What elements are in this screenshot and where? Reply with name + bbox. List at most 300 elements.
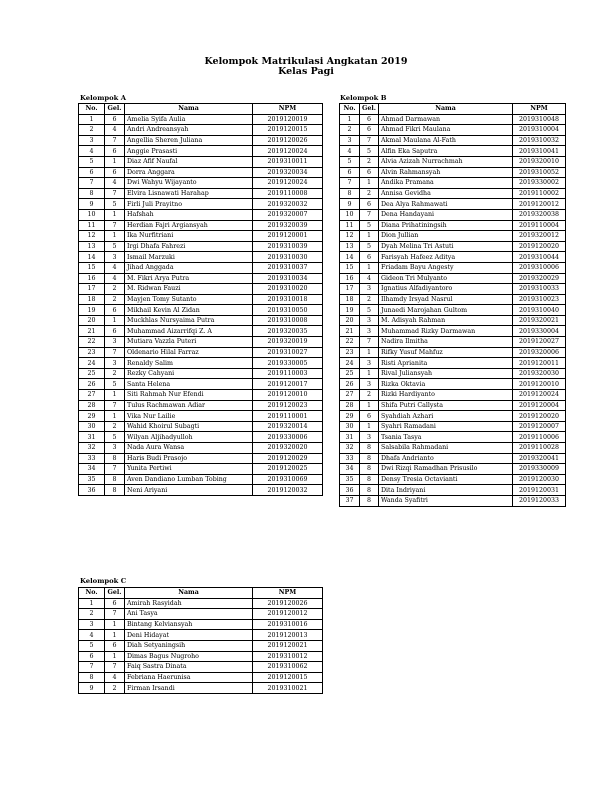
npm-number: 2019120033: [513, 495, 566, 506]
table-row: [340, 326, 566, 337]
row-number: 21: [340, 326, 360, 337]
npm-number: 2019120020: [513, 241, 566, 252]
npm-number: 2019330002: [513, 178, 566, 189]
student-name: Wanda Syafitri: [379, 495, 513, 506]
student-name: Diah Setyaningsih: [125, 640, 253, 651]
row-number: 1: [79, 114, 105, 125]
npm-number: 2019310012: [253, 651, 323, 662]
table-row: [340, 125, 566, 136]
student-name: Wahid Khoirul Subagti: [125, 421, 253, 432]
gelombang-number: 1: [105, 651, 125, 662]
npm-number: 2019310044: [513, 252, 566, 263]
header-no: No.: [79, 104, 105, 115]
row-number: 18: [340, 294, 360, 305]
gelombang-number: 6: [105, 305, 125, 316]
row-number: 5: [79, 640, 105, 651]
npm-number: 2019320039: [253, 220, 323, 231]
student-name: Hafshah: [125, 209, 253, 220]
student-name: Dhafa Andrianto: [379, 453, 513, 464]
table-row: [340, 262, 566, 273]
student-name: Shifa Putri Callysta: [379, 400, 513, 411]
row-number: 16: [79, 273, 105, 284]
table-row: [340, 421, 566, 432]
row-number: 26: [340, 379, 360, 390]
student-name: Bintang Kelviansyah: [125, 619, 253, 630]
table-row: [340, 347, 566, 358]
table-row: [340, 485, 566, 496]
row-number: 8: [79, 188, 105, 199]
gelombang-number: 6: [105, 167, 125, 178]
npm-number: 2019310039: [253, 241, 323, 252]
table-row: [79, 464, 323, 475]
row-number: 7: [340, 178, 360, 189]
npm-number: 2019120023: [253, 400, 323, 411]
gelombang-number: 3: [105, 443, 125, 454]
gelombang-number: 1: [105, 619, 125, 630]
table-row: [79, 315, 323, 326]
student-name: Nada Aura Wansa: [125, 443, 253, 454]
header-npm: NPM: [513, 104, 566, 115]
group-b-table: [339, 103, 566, 507]
table-row: [79, 125, 323, 136]
npm-number: 2019310040: [513, 305, 566, 316]
row-number: 5: [340, 156, 360, 167]
row-number: 9: [79, 683, 105, 694]
student-name: Rizka Oktavia: [379, 379, 513, 390]
row-number: 34: [340, 464, 360, 475]
row-number: 30: [79, 421, 105, 432]
student-name: Faiq Sastra Dinata: [125, 662, 253, 673]
gelombang-number: 6: [105, 146, 125, 157]
table-row: [79, 231, 323, 242]
table-row: [79, 443, 323, 454]
gelombang-number: 7: [105, 464, 125, 475]
gelombang-number: 8: [360, 485, 379, 496]
gelombang-number: 2: [360, 390, 379, 401]
npm-number: 2019120026: [253, 598, 323, 609]
row-number: 13: [79, 241, 105, 252]
gelombang-number: 1: [105, 156, 125, 167]
npm-number: 2019320014: [253, 421, 323, 432]
npm-number: 2019120007: [513, 421, 566, 432]
table-row: [340, 453, 566, 464]
table-row: [79, 390, 323, 401]
npm-number: 2019120020: [513, 411, 566, 422]
table-row: [79, 209, 323, 220]
table-row: [340, 252, 566, 263]
row-number: 7: [79, 662, 105, 673]
student-name: Friadam Bayu Angesty: [379, 262, 513, 273]
table-row: [79, 220, 323, 231]
table-row: [79, 411, 323, 422]
student-name: Firman Irsandi: [125, 683, 253, 694]
npm-number: 2019310033: [513, 284, 566, 295]
gelombang-number: 4: [105, 262, 125, 273]
header-nama: Nama: [125, 588, 253, 599]
table-row: [79, 421, 323, 432]
gelombang-number: 4: [105, 178, 125, 189]
student-name: Dena Handayani: [379, 209, 513, 220]
table-row: [79, 167, 323, 178]
npm-number: 2019120024: [253, 178, 323, 189]
gelombang-number: 8: [105, 474, 125, 485]
gelombang-number: 8: [360, 464, 379, 475]
group-b-label: Kelompok B: [340, 94, 387, 102]
table-row: [79, 284, 323, 295]
table-row: [79, 146, 323, 157]
row-number: 24: [79, 358, 105, 369]
gelombang-number: 3: [360, 284, 379, 295]
student-name: Elvira Lisnawati Harahap: [125, 188, 253, 199]
table-row: [79, 453, 323, 464]
student-name: Densy Tresia Octavianti: [379, 474, 513, 485]
student-name: Neni Ariyani: [125, 485, 253, 496]
gelombang-number: 6: [360, 167, 379, 178]
student-name: Dwi Wahyu Wijayanto: [125, 178, 253, 189]
npm-number: 2019330005: [253, 358, 323, 369]
npm-number: 2019310069: [253, 474, 323, 485]
gelombang-number: 3: [105, 358, 125, 369]
student-name: Haris Budi Prasojo: [125, 453, 253, 464]
student-name: Gideon Tri Mulyanto: [379, 273, 513, 284]
npm-number: 2019320020: [253, 443, 323, 454]
row-number: 24: [340, 358, 360, 369]
npm-number: 2019120024: [513, 390, 566, 401]
student-name: Mikhail Kevin Al Zidan: [125, 305, 253, 316]
gelombang-number: 3: [360, 358, 379, 369]
table-row: [79, 294, 323, 305]
row-number: 22: [340, 337, 360, 348]
student-name: Yunita Pertiwi: [125, 464, 253, 475]
gelombang-number: 2: [360, 188, 379, 199]
student-name: Dyah Melina Tri Astuti: [379, 241, 513, 252]
student-name: Febriana Haerunisa: [125, 672, 253, 683]
gelombang-number: 2: [105, 368, 125, 379]
row-number: 19: [79, 305, 105, 316]
student-name: Anggie Prasasti: [125, 146, 253, 157]
row-number: 28: [340, 400, 360, 411]
student-name: Amelia Syifa Aulia: [125, 114, 253, 125]
row-number: 2: [79, 125, 105, 136]
npm-number: 2019320006: [513, 347, 566, 358]
group-a-table: [78, 103, 323, 496]
table-row: [340, 474, 566, 485]
table-row: [340, 400, 566, 411]
gelombang-number: 1: [360, 368, 379, 379]
npm-number: 2019330004: [513, 326, 566, 337]
npm-number: 2019320012: [513, 231, 566, 242]
row-number: 11: [340, 220, 360, 231]
npm-number: 2019120012: [513, 199, 566, 210]
table-header-row: [340, 104, 566, 115]
gelombang-number: 6: [360, 114, 379, 125]
document-subtitle: Kelas Pagi: [278, 66, 334, 77]
npm-number: 2019320038: [513, 209, 566, 220]
gelombang-number: 7: [360, 209, 379, 220]
student-name: Syahri Ramadani: [379, 421, 513, 432]
npm-number: 2019110008: [253, 188, 323, 199]
npm-number: 2019120024: [253, 146, 323, 157]
student-name: M. Fikri Arya Putra: [125, 273, 253, 284]
gelombang-number: 1: [360, 231, 379, 242]
student-name: Muckhlas Nursyaima Putra: [125, 315, 253, 326]
gelombang-number: 3: [360, 315, 379, 326]
student-name: Aven Dandiano Lumban Tobing: [125, 474, 253, 485]
gelombang-number: 8: [360, 453, 379, 464]
npm-number: 2019310023: [513, 294, 566, 305]
student-name: Siti Rahmah Nur Efendi: [125, 390, 253, 401]
student-name: Annisa Gevidha: [379, 188, 513, 199]
gelombang-number: 4: [360, 273, 379, 284]
npm-number: 2019120017: [253, 379, 323, 390]
table-row: [79, 662, 323, 673]
student-name: Angellia Sheren Juliana: [125, 135, 253, 146]
table-row: [340, 294, 566, 305]
table-row: [340, 156, 566, 167]
row-number: 19: [340, 305, 360, 316]
npm-number: 2019310050: [253, 305, 323, 316]
npm-number: 2019320030: [513, 368, 566, 379]
row-number: 23: [79, 347, 105, 358]
row-number: 3: [79, 619, 105, 630]
student-name: Dimas Bagus Nugroho: [125, 651, 253, 662]
student-name: Muhammad Aizarrifqi Z. A: [125, 326, 253, 337]
student-name: Ahmad Darmawan: [379, 114, 513, 125]
table-row: [79, 326, 323, 337]
npm-number: 2019110001: [253, 411, 323, 422]
table-row: [340, 167, 566, 178]
table-header-row: [79, 588, 323, 599]
row-number: 4: [79, 146, 105, 157]
gelombang-number: 7: [360, 135, 379, 146]
student-name: Alfin Eka Saputra: [379, 146, 513, 157]
student-name: Vika Nur Lailie: [125, 411, 253, 422]
row-number: 37: [340, 495, 360, 506]
header-npm: NPM: [253, 588, 323, 599]
gelombang-number: 8: [360, 474, 379, 485]
npm-number: 2019310027: [253, 347, 323, 358]
student-name: Amirah Rasyidah: [125, 598, 253, 609]
npm-number: 2019110006: [513, 432, 566, 443]
gelombang-number: 7: [105, 662, 125, 673]
npm-number: 2019310037: [253, 262, 323, 273]
row-number: 15: [79, 262, 105, 273]
header-npm: NPM: [253, 104, 323, 115]
npm-number: 2019120004: [513, 400, 566, 411]
table-row: [79, 368, 323, 379]
gelombang-number: 1: [105, 231, 125, 242]
npm-number: 2019320021: [513, 315, 566, 326]
header-gel: Gel.: [105, 104, 125, 115]
table-row: [79, 135, 323, 146]
npm-number: 2019120027: [513, 337, 566, 348]
gelombang-number: 1: [360, 262, 379, 273]
gelombang-number: 2: [360, 156, 379, 167]
table-row: [340, 188, 566, 199]
student-name: Syahdiah Azhari: [379, 411, 513, 422]
row-number: 14: [79, 252, 105, 263]
npm-number: 2019110004: [513, 220, 566, 231]
row-number: 12: [340, 231, 360, 242]
table-row: [79, 432, 323, 443]
npm-number: 2019120025: [253, 464, 323, 475]
table-row: [340, 390, 566, 401]
row-number: 36: [340, 485, 360, 496]
table-row: [340, 178, 566, 189]
gelombang-number: 5: [360, 241, 379, 252]
table-row: [340, 464, 566, 475]
gelombang-number: 1: [360, 178, 379, 189]
row-number: 2: [340, 125, 360, 136]
student-name: Muhammad Rizky Darmawan: [379, 326, 513, 337]
row-number: 20: [340, 315, 360, 326]
table-row: [340, 315, 566, 326]
npm-number: 2019120015: [253, 125, 323, 136]
npm-number: 2019320007: [253, 209, 323, 220]
row-number: 6: [340, 167, 360, 178]
table-row: [340, 443, 566, 454]
gelombang-number: 4: [105, 672, 125, 683]
npm-number: 2019120032: [253, 485, 323, 496]
student-name: Ika Nurfitriani: [125, 231, 253, 242]
row-number: 32: [79, 443, 105, 454]
gelombang-number: 1: [105, 209, 125, 220]
npm-number: 2019310021: [253, 683, 323, 694]
student-name: M. Ridwan Fauzi: [125, 284, 253, 295]
table-row: [79, 262, 323, 273]
gelombang-number: 6: [360, 411, 379, 422]
gelombang-number: 6: [105, 326, 125, 337]
student-name: Salsabila Rahmadani: [379, 443, 513, 454]
table-row: [79, 252, 323, 263]
table-row: [79, 672, 323, 683]
gelombang-number: 6: [360, 199, 379, 210]
gelombang-number: 6: [105, 114, 125, 125]
gelombang-number: 7: [105, 347, 125, 358]
student-name: Dion Jullian: [379, 231, 513, 242]
gelombang-number: 7: [105, 188, 125, 199]
npm-number: 2019120010: [513, 379, 566, 390]
row-number: 25: [340, 368, 360, 379]
student-name: Deni Hidayat: [125, 630, 253, 641]
gelombang-number: 5: [105, 241, 125, 252]
student-name: Junaedi Marojahan Gultom: [379, 305, 513, 316]
gelombang-number: 1: [105, 390, 125, 401]
table-row: [79, 379, 323, 390]
row-number: 34: [79, 464, 105, 475]
student-name: Ismail Marzuki: [125, 252, 253, 263]
table-row: [340, 146, 566, 157]
npm-number: 2019310004: [513, 125, 566, 136]
table-row: [340, 199, 566, 210]
gelombang-number: 6: [105, 598, 125, 609]
row-number: 5: [79, 156, 105, 167]
gelombang-number: 6: [360, 252, 379, 263]
student-name: Ilhamdy Irsyad Nasrul: [379, 294, 513, 305]
row-number: 2: [79, 609, 105, 620]
row-number: 10: [340, 209, 360, 220]
row-number: 6: [79, 651, 105, 662]
row-number: 17: [79, 284, 105, 295]
student-name: Alvia Azizah Nurrachmah: [379, 156, 513, 167]
row-number: 1: [340, 114, 360, 125]
student-name: Wilyan Aljihadyulloh: [125, 432, 253, 443]
row-number: 1: [79, 598, 105, 609]
student-name: Ignatius Alfadiyantoro: [379, 284, 513, 295]
row-number: 33: [340, 453, 360, 464]
table-row: [340, 273, 566, 284]
table-row: [79, 273, 323, 284]
gelombang-number: 8: [360, 443, 379, 454]
row-number: 17: [340, 284, 360, 295]
header-no: No.: [79, 588, 105, 599]
gelombang-number: 6: [360, 125, 379, 136]
group-c-label: Kelompok C: [80, 577, 127, 585]
npm-number: 2019320041: [513, 453, 566, 464]
gelombang-number: 2: [105, 421, 125, 432]
student-name: Santa Helena: [125, 379, 253, 390]
npm-number: 2019310016: [253, 619, 323, 630]
student-name: Akmal Maulana Al-Fath: [379, 135, 513, 146]
table-row: [79, 474, 323, 485]
table-row: [340, 379, 566, 390]
npm-number: 2019320035: [253, 326, 323, 337]
npm-number: 2019310008: [253, 315, 323, 326]
header-nama: Nama: [379, 104, 513, 115]
gelombang-number: 1: [360, 421, 379, 432]
table-row: [79, 337, 323, 348]
table-row: [79, 651, 323, 662]
table-row: [79, 188, 323, 199]
gelombang-number: 8: [105, 453, 125, 464]
table-row: [79, 598, 323, 609]
npm-number: 2019110002: [513, 188, 566, 199]
row-number: 26: [79, 379, 105, 390]
row-number: 32: [340, 443, 360, 454]
student-name: Firli Juli Prayitno: [125, 199, 253, 210]
npm-number: 2019310041: [513, 146, 566, 157]
npm-number: 2019330006: [253, 432, 323, 443]
student-name: M. Adisyah Rahman: [379, 315, 513, 326]
gelombang-number: 7: [105, 135, 125, 146]
npm-number: 2019120030: [513, 474, 566, 485]
gelombang-number: 5: [360, 146, 379, 157]
table-row: [79, 400, 323, 411]
npm-number: 2019110028: [513, 443, 566, 454]
student-name: Diaz Afif Naufal: [125, 156, 253, 167]
student-name: Dorra Anggara: [125, 167, 253, 178]
row-number: 29: [340, 411, 360, 422]
gelombang-number: 1: [360, 400, 379, 411]
student-name: Farisyah Hafeez Aditya: [379, 252, 513, 263]
npm-number: 2019320032: [253, 199, 323, 210]
table-row: [79, 485, 323, 496]
gelombang-number: 7: [105, 220, 125, 231]
row-number: 25: [79, 368, 105, 379]
gelombang-number: 5: [105, 199, 125, 210]
group-a-label: Kelompok A: [80, 94, 127, 102]
header-nama: Nama: [125, 104, 253, 115]
npm-number: 2019310062: [253, 662, 323, 673]
student-name: Herdian Fajri Argiansyah: [125, 220, 253, 231]
npm-number: 2019120013: [253, 630, 323, 641]
npm-number: 2019120029: [253, 453, 323, 464]
student-name: Ahmad Fikri Maulana: [379, 125, 513, 136]
student-name: Oldenario Hilal Farraz: [125, 347, 253, 358]
row-number: 10: [79, 209, 105, 220]
gelombang-number: 2: [360, 294, 379, 305]
table-row: [340, 337, 566, 348]
